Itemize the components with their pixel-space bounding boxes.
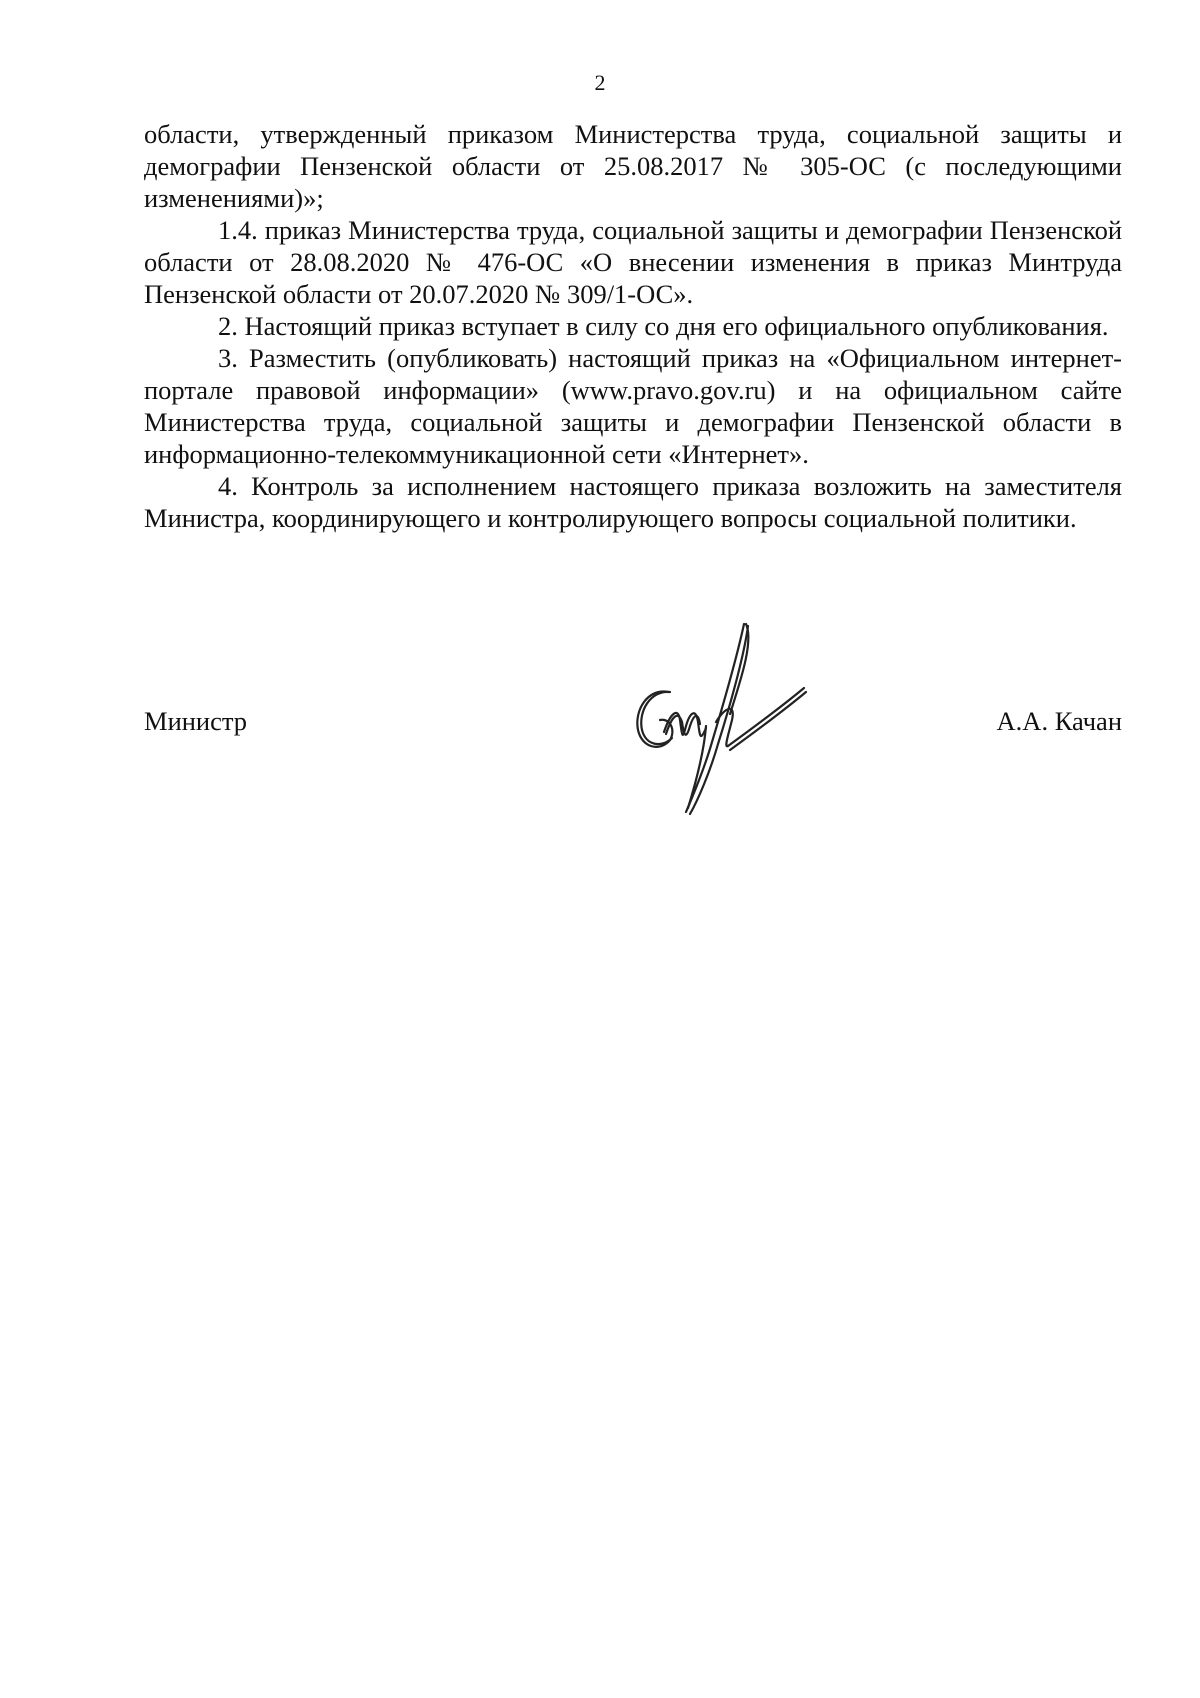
signature-row bbox=[144, 705, 1122, 745]
paragraph-item-1-4: 1.4. приказ Министерства труда, социальной защиты и демографии Пензенской области от 28.08.2020 № 476-ОС «О внесении изменения в приказ Минтруда Пензенской области от 20.07.2020 № 309/1-ОС». bbox=[144, 215, 1122, 309]
paragraph-continuation: области, утвержденный приказом Министерства труда, социальной защиты и демографии Пензенской области от 25.08.2017 № 305-ОС (с последующими изменениями)»; bbox=[144, 119, 1122, 213]
signatory-name: А.А. Качан bbox=[996, 706, 1122, 736]
paragraph-item-4: 4. Контроль за исполнением настоящего приказа возложить на заместителя Министра, координирующего и контролирующего вопросы социальной политики. bbox=[144, 471, 1122, 533]
paragraph-item-3: 3. Разместить (опубликовать) настоящий приказ на «Официальном интернет-портале правовой информации» (www.pravo.gov.ru) и на официальном сайте Министерства труда, социальной защиты и демографии Пензенской области в информационно-телекоммуникационной сети «Интернет». bbox=[144, 343, 1122, 469]
page-number: 2 bbox=[594, 70, 606, 95]
signatory-position: Министр bbox=[144, 706, 248, 736]
paragraph-item-2: 2. Настоящий приказ вступает в силу со дня его официального опубликования. bbox=[218, 311, 1109, 341]
document-body bbox=[144, 118, 1122, 534]
